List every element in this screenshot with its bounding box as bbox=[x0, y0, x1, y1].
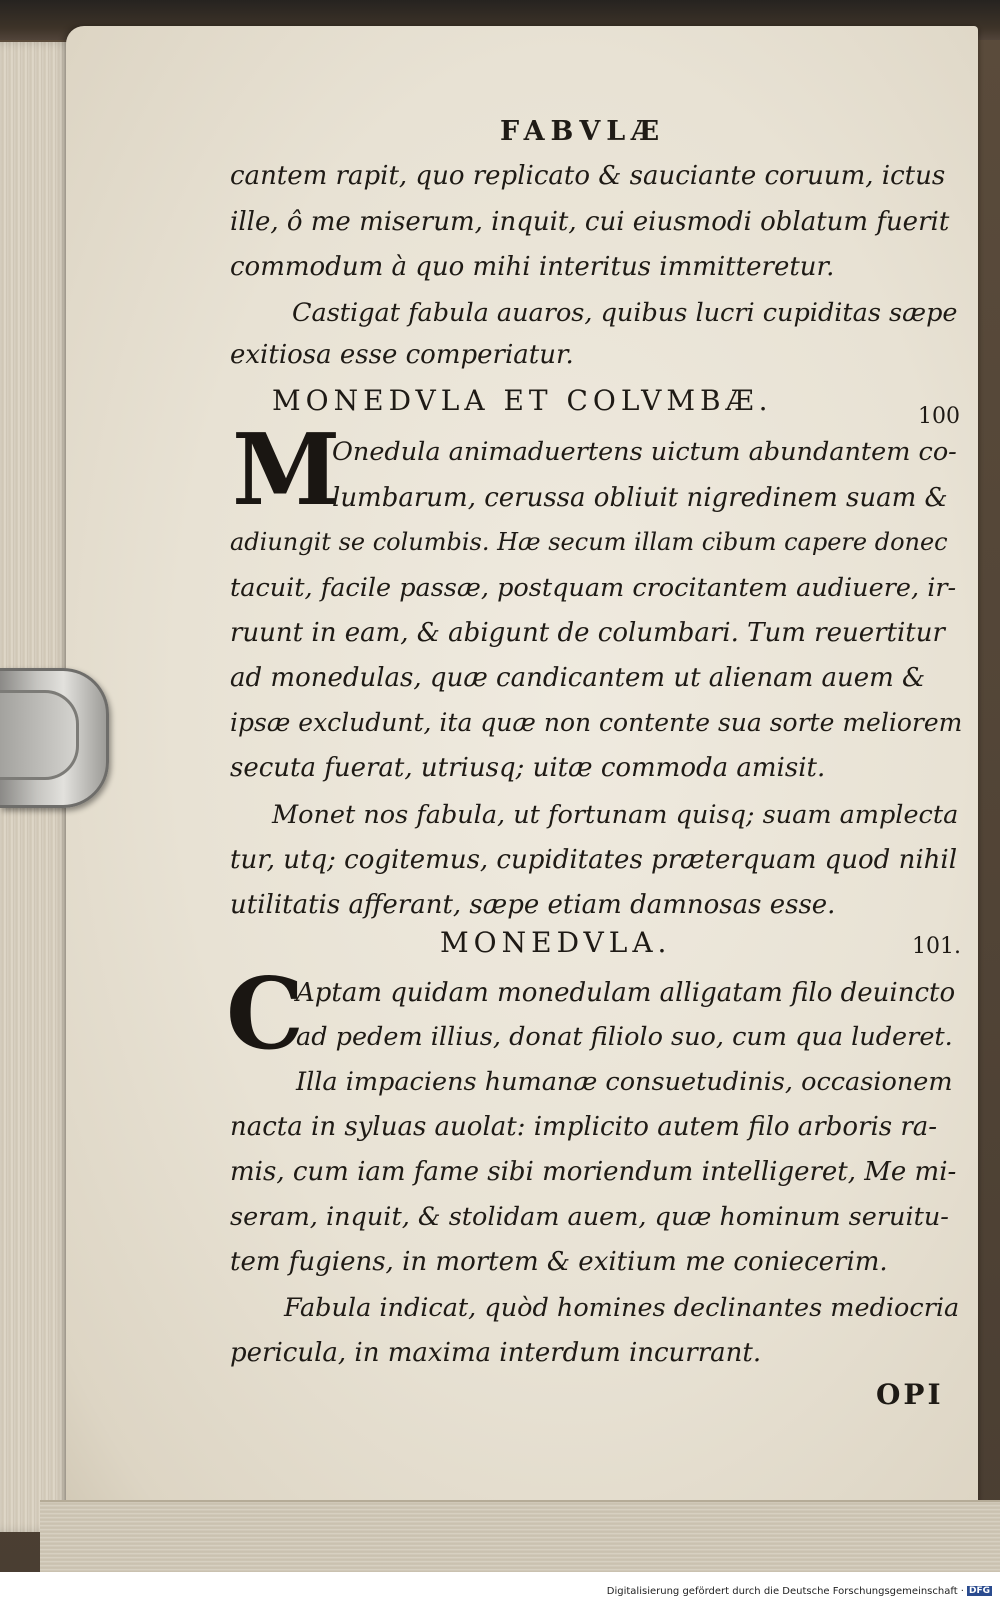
text-line: tacuit, facile passæ, postquam crocitantem audiuere, ir- bbox=[230, 573, 957, 603]
moral-line: exitiosa esse comperiatur. bbox=[230, 340, 574, 370]
moral-line: Castigat fabula auaros, quibus lucri cupiditas sæpe bbox=[292, 298, 958, 328]
text-line: tem fugiens, in mortem & exitium me coniecerim. bbox=[230, 1247, 888, 1277]
text-line: commodum à quo mihi interitus immitteretur. bbox=[230, 252, 835, 282]
text-line: Aptam quidam monedulam alligatam filo deuincto bbox=[296, 978, 956, 1008]
moral-line: utilitatis afferant, sæpe etiam damnosas esse. bbox=[230, 890, 836, 920]
fable-number: 100 bbox=[918, 404, 960, 429]
fable-title: MONEDVLA. bbox=[440, 926, 672, 959]
fable-title: MONEDVLA ET COLVMBÆ. bbox=[272, 384, 773, 417]
drop-initial: C bbox=[226, 957, 304, 1072]
text-line: ruunt in eam, & abigunt de columbari. Tum reuertitur bbox=[230, 618, 945, 648]
text-line: lumbarum, cerussa obliuit nigredinem suam & bbox=[332, 483, 948, 513]
moral-line: tur, utq; cogitemus, cupiditates præterquam quod nihil bbox=[230, 845, 958, 875]
text-line: ipsæ excludunt, ita quæ non contente sua sorte meliorem bbox=[230, 708, 963, 737]
moral-line: Monet nos fabula, ut fortunam quisq; suam amplecta bbox=[272, 800, 959, 830]
text-line: cantem rapit, quo replicato & sauciante coruum, ictus bbox=[230, 161, 946, 191]
moral-line: Fabula indicat, quòd homines declinantes mediocria bbox=[284, 1293, 960, 1323]
text-line: adiungit se columbis. Hæ secum illam cibum capere donec bbox=[230, 528, 948, 556]
text-line: Onedula animaduertens uictum abundantem co- bbox=[332, 437, 957, 467]
drop-initial: M bbox=[232, 413, 341, 528]
text-line: nacta in syluas auolat: implicito autem filo arboris ra- bbox=[230, 1112, 938, 1142]
text-line: seram, inquit, & stolidam auem, quæ hominum seruitu- bbox=[230, 1202, 949, 1232]
text-line: Illa impaciens humanæ consuetudinis, occasionem bbox=[296, 1067, 953, 1097]
footer-credit-text: Digitalisierung gefördert durch die Deutsche Forschungsgemeinschaft · bbox=[606, 1586, 964, 1597]
dfg-logo: DFG bbox=[968, 1586, 990, 1596]
catchword: OPI bbox=[876, 1378, 944, 1411]
moral-line: pericula, in maxima interdum incurrant. bbox=[230, 1338, 762, 1368]
text-line: secuta fuerat, utriusq; uitæ commoda amisit. bbox=[230, 753, 826, 783]
fable-number: 101. bbox=[912, 934, 961, 959]
text-line: ille, ô me miserum, inquit, cui eiusmodi oblatum fuerit bbox=[230, 207, 950, 237]
running-head: FABVLÆ bbox=[500, 116, 666, 147]
text-line: mis, cum iam fame sibi moriendum intelligeret, Me mi- bbox=[230, 1157, 957, 1187]
footer-credit bbox=[607, 1586, 992, 1597]
text-line: ad pedem illius, donat filiolo suo, cum qua luderet. bbox=[296, 1022, 953, 1052]
text-line: ad monedulas, quæ candicantem ut alienam auem & bbox=[230, 663, 926, 693]
